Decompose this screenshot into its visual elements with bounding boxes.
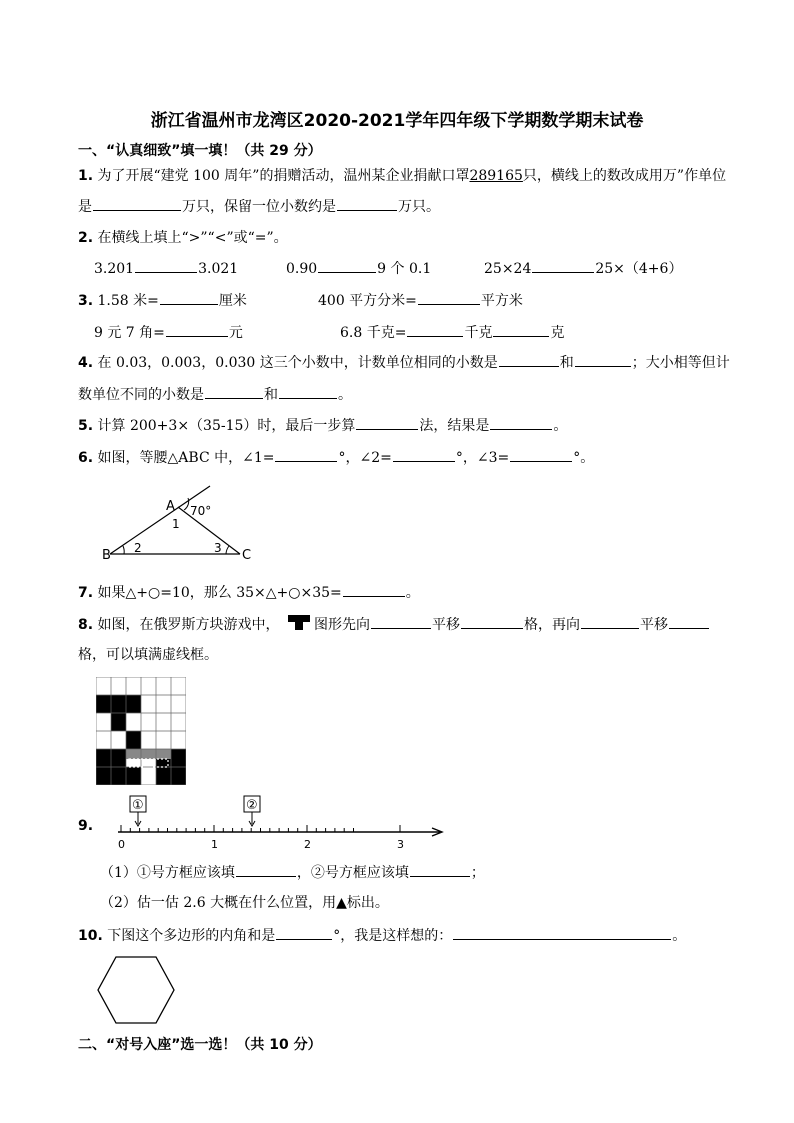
question-10: 10. 下图这个多边形的内角和是 °，我是这样想的： 。 bbox=[78, 925, 686, 946]
answer-blank[interactable] bbox=[160, 290, 218, 305]
tick-label-3: 3 bbox=[397, 838, 404, 851]
answer-blank[interactable] bbox=[276, 925, 332, 940]
answer-blank[interactable] bbox=[337, 196, 397, 211]
tetris-grid bbox=[96, 677, 186, 785]
angle-label-3: 3 bbox=[214, 541, 222, 555]
angle-label-2: 2 bbox=[134, 541, 142, 555]
box-1-label: ① bbox=[132, 798, 144, 813]
t-tetromino-icon bbox=[288, 615, 310, 631]
tick-label-1: 1 bbox=[211, 838, 218, 851]
question-9: 9. bbox=[78, 818, 94, 834]
triangle-figure bbox=[96, 482, 266, 562]
answer-blank[interactable] bbox=[510, 447, 572, 462]
answer-blank[interactable] bbox=[461, 614, 523, 629]
answer-blank[interactable] bbox=[410, 862, 470, 877]
answer-blank[interactable] bbox=[453, 925, 671, 940]
answer-blank[interactable] bbox=[371, 614, 431, 629]
number-line bbox=[106, 792, 456, 852]
answer-blank[interactable] bbox=[575, 352, 631, 367]
answer-blank[interactable] bbox=[93, 196, 181, 211]
answer-blank[interactable] bbox=[407, 322, 463, 337]
angle-label-1: 1 bbox=[172, 517, 180, 531]
answer-blank[interactable] bbox=[343, 582, 405, 597]
question-6: 6. 如图，等腰△ABC 中，∠1= °，∠2= °，∠3= °。 bbox=[78, 447, 594, 468]
hexagon-figure bbox=[96, 955, 176, 1025]
answer-blank[interactable] bbox=[418, 290, 480, 305]
page-title: 浙江省温州市龙湾区2020-2021学年四年级下学期数学期末试卷 bbox=[150, 111, 644, 131]
answer-blank[interactable] bbox=[135, 258, 197, 273]
tick-label-2: 2 bbox=[304, 838, 311, 851]
vertex-label-b: B bbox=[102, 548, 111, 562]
box-2-label: ② bbox=[246, 798, 258, 813]
question-9-part1: （1）①号方框应该填 ，②号方框应该填 ； bbox=[100, 862, 485, 883]
answer-blank[interactable] bbox=[393, 447, 455, 462]
answer-blank[interactable] bbox=[490, 415, 552, 430]
answer-blank[interactable] bbox=[493, 322, 549, 337]
answer-blank[interactable] bbox=[236, 862, 296, 877]
answer-blank[interactable] bbox=[499, 352, 559, 367]
question-1: 1. 为了开展“建党 100 周年”的捐赠活动，温州某企业捐献口罩289165只，横线上的数改成用万”作单位 bbox=[78, 168, 727, 184]
answer-blank[interactable] bbox=[356, 415, 418, 430]
answer-blank[interactable] bbox=[279, 384, 337, 399]
question-5: 5. 计算 200+3×（35-15）时，最后一步算 法，结果是 。 bbox=[78, 415, 567, 436]
question-2-items: 3.201 3.021 bbox=[94, 258, 238, 279]
question-2: 2. 在横线上填上“>”“<”或“=”。 bbox=[78, 230, 288, 246]
question-7: 7. 如果△+○=10，那么 35×△+○×35= 。 bbox=[78, 582, 420, 603]
question-1-line2: 是 万只，保留一位小数约是 万只。 bbox=[78, 196, 440, 217]
answer-blank[interactable] bbox=[205, 384, 263, 399]
underlined-number: 289165 bbox=[469, 168, 523, 184]
vertex-label-c: C bbox=[242, 548, 252, 562]
angle-label-70: 70° bbox=[190, 504, 212, 518]
section2-heading: 二、“对号入座”选一选！（共 10 分） bbox=[78, 1037, 322, 1053]
question-9-part2: （2）估一估 2.6 大概在什么位置，用▲标出。 bbox=[100, 895, 389, 911]
answer-blank[interactable] bbox=[669, 614, 709, 629]
answer-blank[interactable] bbox=[532, 258, 594, 273]
question-4: 4. 在 0.03，0.003，0.030 这三个小数中，计数单位相同的小数是 和 ；大小相等但计 bbox=[78, 352, 730, 373]
answer-blank[interactable] bbox=[318, 258, 376, 273]
answer-blank[interactable] bbox=[581, 614, 639, 629]
answer-blank[interactable] bbox=[166, 322, 228, 337]
section1-heading: 一、“认真细致”填一填！（共 29 分） bbox=[78, 143, 322, 159]
question-3: 3. 1.58 米= 厘米 bbox=[78, 290, 247, 311]
answer-blank[interactable] bbox=[275, 447, 337, 462]
vertex-label-a: A bbox=[166, 499, 175, 514]
question-8: 8. 如图，在俄罗斯方块游戏中， 图形先向 平移 格，再向 平移 bbox=[78, 614, 710, 635]
tick-label-0: 0 bbox=[118, 838, 125, 851]
